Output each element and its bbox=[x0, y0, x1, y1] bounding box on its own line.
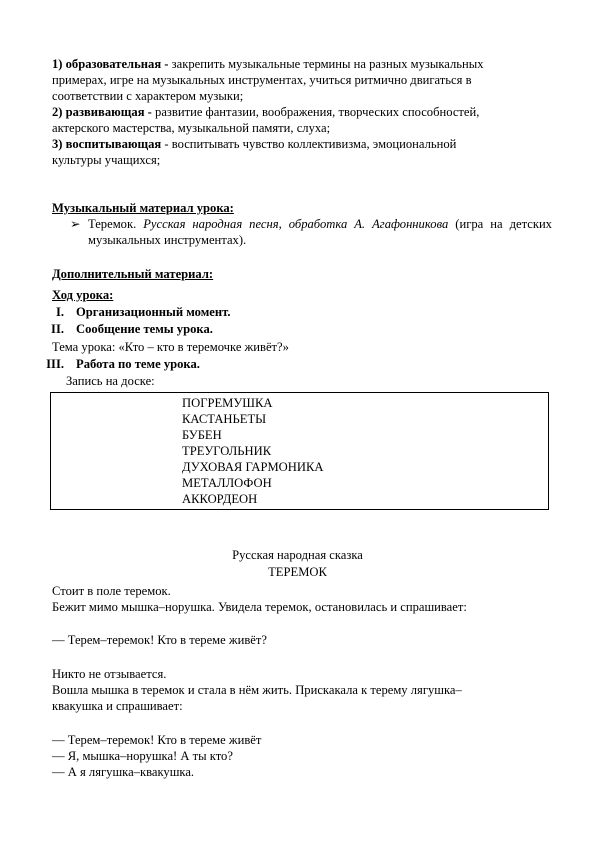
tale-line: Стоит в поле теремок. bbox=[52, 584, 171, 598]
goal-1-term: 1) образовательная - bbox=[52, 57, 169, 71]
tale-line: — Я, мышка–норушка! А ты кто? bbox=[52, 749, 233, 763]
tale-line: Бежит мимо мышка–норушка. Увидела теремок, остановилась и спрашивает: bbox=[52, 600, 467, 614]
tale-line: — А я лягушка–квакушка. bbox=[52, 765, 195, 779]
lesson-step-2 bbox=[36, 321, 213, 337]
tale-line: квакушка и спрашивает: bbox=[52, 699, 183, 713]
tale-title: ТЕРЕМОК bbox=[268, 565, 327, 579]
goal-2-line-2: актерского мастерства, музыкальной памяти, слуха; bbox=[52, 121, 331, 135]
goal-3-line-2: культуры учащихся; bbox=[52, 153, 161, 167]
music-item-note: (игра на детских музыкальных инструментах). bbox=[88, 217, 552, 247]
goal-2-line-1 bbox=[52, 104, 479, 120]
tale-line: — Терем–теремок! Кто в тереме живёт? bbox=[52, 633, 267, 647]
board-table bbox=[50, 392, 549, 510]
goal-2-term: 2) развивающая - bbox=[52, 105, 152, 119]
music-item-title: Теремок. bbox=[88, 217, 144, 231]
goal-2-text: развитие фантазии, воображения, творческих способностей, bbox=[151, 105, 480, 119]
music-item-arrangement: Русская народная песня, обработка А. Агафонникова bbox=[143, 217, 449, 231]
goal-3-text: - воспитывать чувство коллективизма, эмоциональной bbox=[161, 137, 457, 151]
board-item: АККОРДЕОН bbox=[182, 492, 258, 506]
tale-subtitle: Русская народная сказка bbox=[232, 548, 363, 562]
step-3-text: Работа по теме урока. bbox=[76, 357, 200, 371]
board-item: ПОГРЕМУШКА bbox=[182, 396, 273, 410]
goal-1-line-1 bbox=[52, 56, 484, 72]
board-item: БУБЕН bbox=[182, 428, 222, 442]
arrow-bullet-icon: ➢ bbox=[70, 217, 81, 231]
goal-3-term: 3) воспитывающая bbox=[52, 137, 162, 151]
goal-1-line-3: соответствии с характером музыки; bbox=[52, 89, 244, 103]
lesson-flow-heading: Ход урока: bbox=[52, 288, 114, 302]
lesson-step-1 bbox=[36, 304, 231, 320]
step-1-text: Организационный момент. bbox=[76, 305, 231, 319]
tale-line: Вошла мышка в теремок и стала в нём жить. Прискакала к терему лягушка– bbox=[52, 683, 462, 697]
tale-line: — Терем–теремок! Кто в тереме живёт bbox=[52, 733, 262, 747]
board-item: КАСТАНЬЕТЫ bbox=[182, 412, 267, 426]
board-label: Запись на доске: bbox=[66, 374, 155, 388]
lesson-step-3 bbox=[36, 356, 200, 372]
goal-1-text: закрепить музыкальные термины на разных музыкальных bbox=[168, 57, 484, 71]
step-3-number: III. bbox=[46, 357, 64, 371]
goal-1-line-2: примерах, игре на музыкальных инструментах, учиться ритмично двигаться в bbox=[52, 73, 472, 87]
board-item: МЕТАЛЛОФОН bbox=[182, 476, 272, 490]
step-1-number: I. bbox=[55, 305, 64, 319]
music-material-item bbox=[88, 216, 552, 248]
music-material-heading: Музыкальный материал урока: bbox=[52, 201, 234, 215]
additional-material-heading: Дополнительный материал: bbox=[52, 267, 214, 281]
step-2-number: II. bbox=[51, 322, 64, 336]
board-item: ДУХОВАЯ ГАРМОНИКА bbox=[182, 460, 324, 474]
lesson-topic: Тема урока: «Кто – кто в теремочке живёт?» bbox=[52, 340, 289, 354]
goal-3-line-1 bbox=[52, 136, 456, 152]
tale-line: Никто не отзывается. bbox=[52, 667, 167, 681]
step-2-text: Сообщение темы урока. bbox=[76, 322, 213, 336]
board-item: ТРЕУГОЛЬНИК bbox=[182, 444, 272, 458]
